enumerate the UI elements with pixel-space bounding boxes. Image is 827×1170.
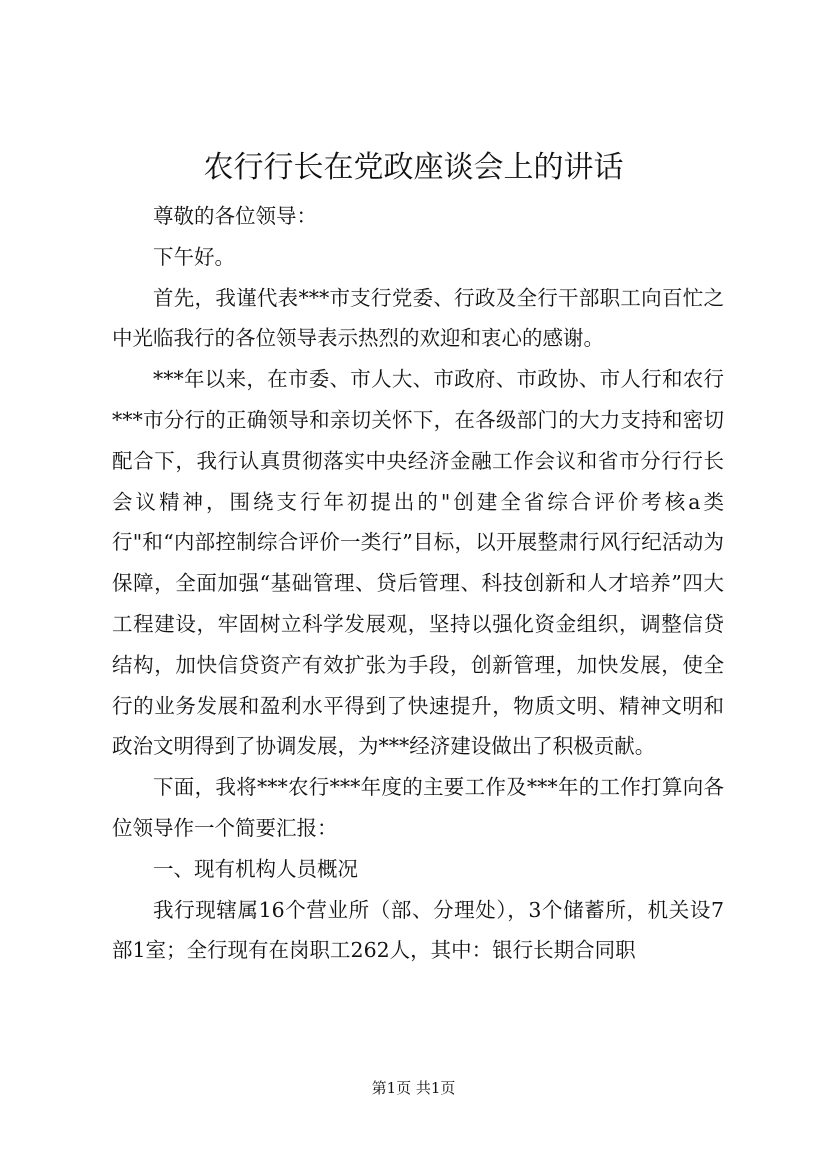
salutation: 尊敬的各位领导： [153, 204, 317, 228]
document-body [112, 196, 724, 971]
paragraph-welcome: 首先，我谨代表***市支行党委、行政及全行干部职工向百忙之中光临我行的各位领导表示热烈的欢迎和衷心的感谢。 [112, 285, 724, 351]
paragraph-staff-overview: 我行现辖属16个营业所（部、分理处），3个储蓄所，机关设7部1室；全行现有在岗职工262人，其中：银行长期合同职 [112, 897, 724, 963]
paragraph-achievements: ***年以来，在市委、市人大、市政府、市政协、市人行和农行***市分行的正确领导和亲切关怀下，在各级部门的大力支持和密切配合下，我行认真贯彻落实中央经济金融工作会议和省市分行行长会议精神，围绕支行年初提出的"创建全省综合评价考核a类行"和“内部控制综合评价一类行”目标，以开展整肃行风行纪活动为保障，全面加强“基础管理、贷后管理、科技创新和人才培养”四大工程建设，牢固树立科学发展观，坚持以强化资金组织，调整信贷结构，加快信贷资产有效扩张为手段，创新管理，加快发展，使全行的业务发展和盈利水平得到了快速提升，物质文明、精神文明和政治文明得到了协调发展，为***经济建设做出了积极贡献。 [112, 367, 724, 759]
section-heading: 一、现有机构人员概况 [153, 856, 358, 881]
document-title: 农行行长在党政座谈会上的讲话 [203, 150, 624, 185]
greeting: 下午好。 [153, 244, 235, 269]
paragraph-report-intro: 下面，我将***农行***年度的主要工作及***年的工作打算向各位领导作一个简要汇报： [112, 775, 724, 840]
page-number-footer: 第1页 共1页 [371, 1079, 456, 1097]
